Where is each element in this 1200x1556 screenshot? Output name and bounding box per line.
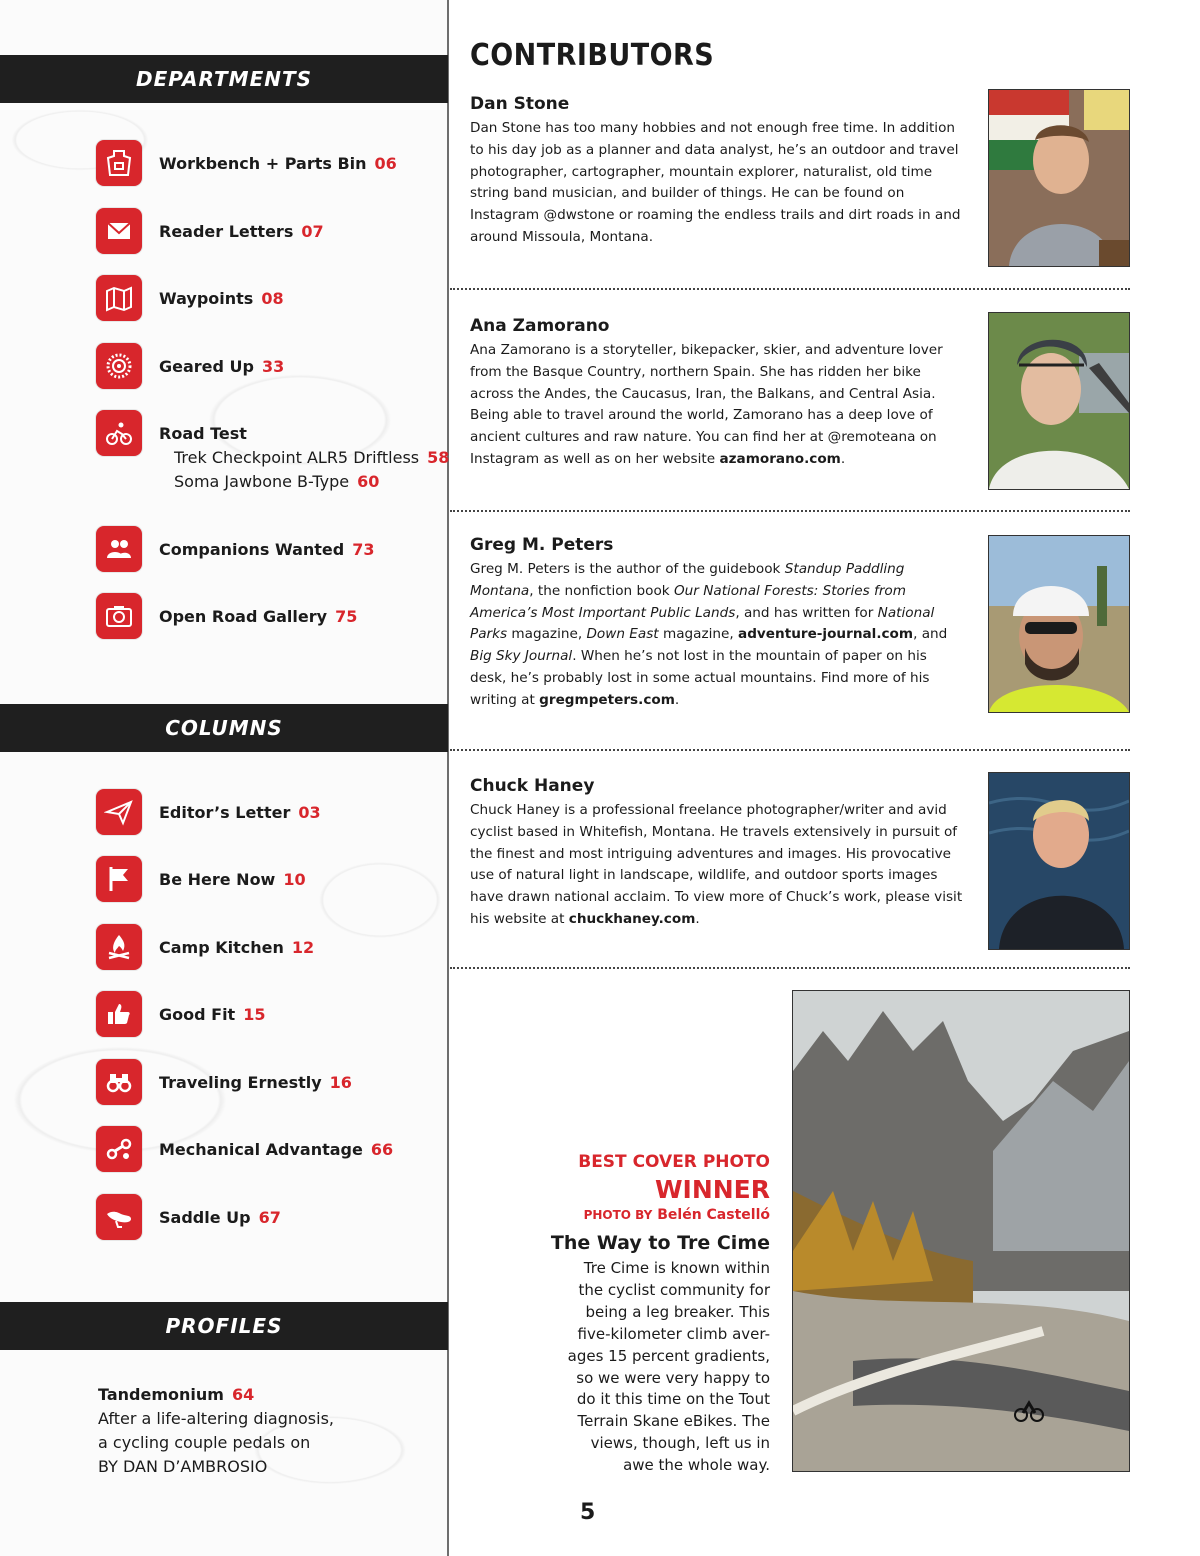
ana-zamorano-photo	[988, 312, 1130, 490]
contributor-name: Greg M. Peters	[470, 535, 614, 555]
campfire-icon	[96, 924, 142, 970]
contributor-name: Chuck Haney	[470, 776, 595, 796]
contributor-bio: Greg M. Peters is the author of the guidebook Standup Paddling Montana, the nonfiction book Our National Forests: Stories from America’s Most Important Public Lands, and has written for National Parks magazine, Down East magazine, adventure-journal.com, and Big Sky Journal. When he’s not lost in the mountain of paper on his desk, he’s probably lost in some actual mountains. Find more of his writing at gregmpeters.com.	[470, 561, 948, 708]
paper-plane-icon	[96, 789, 142, 835]
columns-header: COLUMNS	[0, 704, 448, 752]
contributor-name: Ana Zamorano	[470, 316, 610, 336]
page-number: 5	[580, 1500, 596, 1525]
people-icon	[96, 526, 142, 572]
contributor-ana-zamorano	[470, 316, 965, 471]
map-icon	[96, 275, 142, 321]
profile-entry[interactable]	[98, 1383, 428, 1479]
flag-icon	[96, 856, 142, 902]
saddle-icon	[96, 1194, 142, 1240]
award-kicker: BEST COVER PHOTO	[578, 1152, 770, 1172]
chuck-haney-photo	[988, 772, 1130, 950]
envelope-icon	[96, 208, 142, 254]
road-test-sub-soma[interactable]: Soma Jawbone B-Type 60	[174, 472, 380, 491]
cover-photo-caption: Tre Cime is known within the cyclist community for being a leg breaker. This five-kilometer climb aver- ages 15 percent gradients, so we were very happy to do it this time on the Tout Terrain Skane eBikes. The views, though, left us in awe the whole way.	[567, 1259, 770, 1475]
departments-header: DEPARTMENTS	[0, 55, 448, 103]
cover-photo-title: The Way to Tre Cime	[550, 1232, 770, 1254]
cassette-icon	[96, 343, 142, 389]
binoculars-icon	[96, 1059, 142, 1105]
profile-byline: BY DAN D’AMBROSIO	[98, 1457, 268, 1476]
greg-peters-photo	[988, 535, 1130, 713]
divider-dotted	[450, 749, 1130, 751]
contributor-bio: Ana Zamorano is a storyteller, bikepacker, skier, and adventure lover from the Basque Country, northern Spain. She has ridden her bike across the Andes, the Caucasus, Iran, the Balkans, and Central Asia. Being able to travel around the world, Zamorano has a deep love of ancient cultures and raw nature. You can find her at @remoteana on Instagram as well as on her website azamorano.com.	[470, 342, 943, 467]
contributor-dan-stone	[470, 94, 965, 249]
dan-stone-photo	[988, 89, 1130, 267]
divider-dotted	[450, 967, 1130, 969]
road-test-sub-trek[interactable]: Trek Checkpoint ALR5 Driftless 58	[174, 448, 450, 467]
thumbs-up-icon	[96, 991, 142, 1037]
camera-icon	[96, 593, 142, 639]
contributor-bio: Dan Stone has too many hobbies and not enough free time. In addition to his day job as a planner and data analyst, he’s an outdoor and travel photographer, cartographer, mountain explorer, naturalist, old time string band musician, and builder of things. He can be found on Instagram @dwstone or roaming the endless trails and dirt roads in and around Missoula, Montana.	[470, 120, 961, 245]
divider-dotted	[450, 288, 1130, 290]
apron-icon	[96, 140, 142, 186]
road-test-label: Road Test	[159, 424, 247, 443]
contributor-bio: Chuck Haney is a professional freelance photographer/writer and avid cyclist based in Whitefish, Montana. He travels extensively in pursuit of the finest and most intriguing adventures and images. His provocative use of natural light in landscape, wildlife, and outdoor sports images have drawn national acclaim. To view more of Chuck’s work, please visit his website at chuckhaney.com.	[470, 802, 963, 927]
profile-title: Tandemonium	[98, 1385, 224, 1404]
award-winner: WINNER	[654, 1175, 770, 1204]
profile-dek-line-1: After a life-altering diagnosis,	[98, 1409, 335, 1428]
profile-dek-line-2: a cycling couple pedals on	[98, 1433, 311, 1452]
contributor-greg-peters	[470, 535, 965, 712]
photo-credit: PHOTO BY Belén Castelló	[583, 1207, 770, 1223]
profiles-header: PROFILES	[0, 1302, 448, 1350]
contributor-name: Dan Stone	[470, 94, 570, 114]
contributor-chuck-haney	[470, 776, 965, 931]
profile-page: 64	[231, 1385, 255, 1404]
contributors-heading: CONTRIBUTORS	[470, 38, 715, 73]
cover-photo-image	[792, 990, 1130, 1472]
chain-icon	[96, 1126, 142, 1172]
cyclist-icon	[96, 410, 142, 456]
divider-dotted	[450, 510, 1130, 512]
